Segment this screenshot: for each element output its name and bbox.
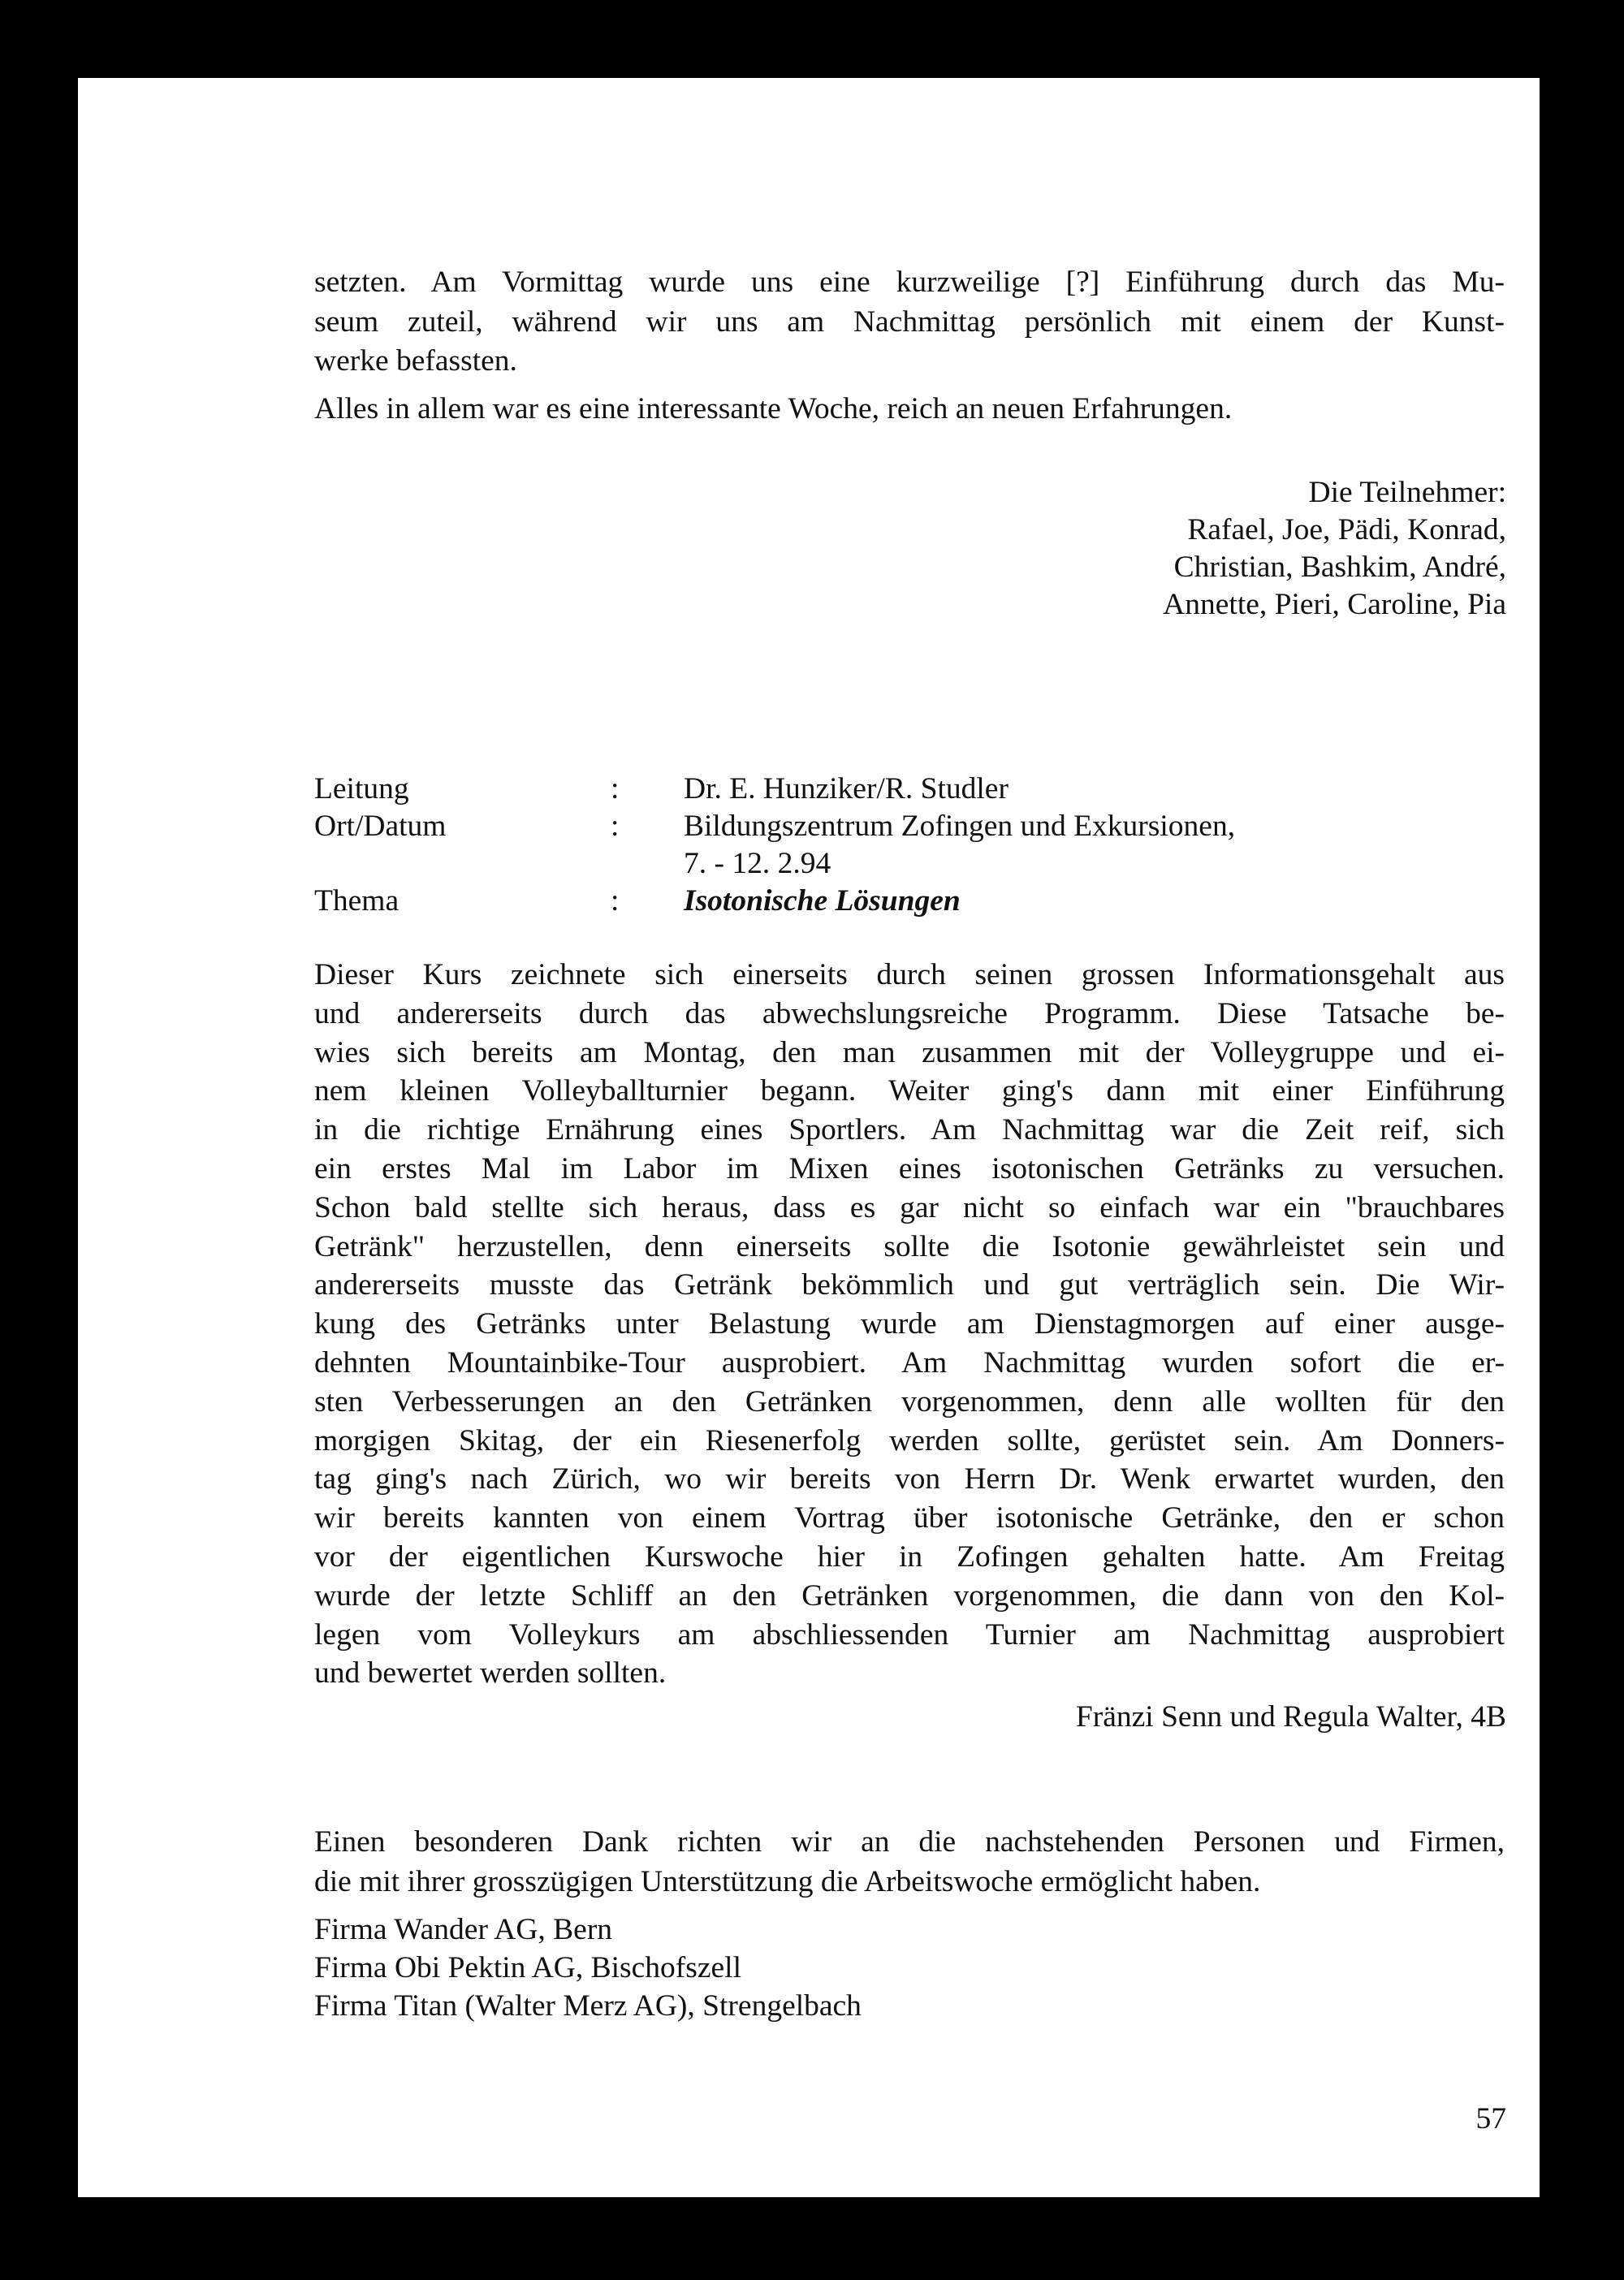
report-paragraph: [314, 956, 1505, 1693]
document-page: [78, 78, 1540, 2197]
report-line: kung des Getränks unter Belastung wurde am Dienstagmorgen auf einer ausge-: [314, 1307, 1505, 1341]
report-line: tag ging's nach Zürich, wo wir bereits von Herrn Dr. Wenk erwartet wurden, den: [314, 1462, 1505, 1496]
meta-row-datum: [314, 845, 1532, 883]
report-line: wurde der letzte Schliff an den Getränken vorgenommen, die dann von den Kol-: [314, 1578, 1505, 1613]
report-line: und bewertet werden sollten.: [314, 1656, 667, 1691]
report-line: wies sich bereits am Montag, den man zusammen mit der Volleygruppe und ei-: [314, 1035, 1505, 1069]
thema-value: Isotonische Lösungen: [684, 884, 961, 918]
participants-line: Christian, Bashkim, André,: [1173, 551, 1506, 584]
sponsor-item: Firma Titan (Walter Merz AG), Strengelbach: [314, 1989, 862, 2023]
page-number: 57: [1475, 2102, 1506, 2135]
report-line: legen vom Volleykurs am abschliessenden Turnier am Nachmittag ausprobiert: [314, 1617, 1505, 1652]
summary-paragraph: [314, 390, 1505, 430]
meta-row-leitung: [314, 771, 1532, 808]
sponsor-list: [314, 1911, 1505, 2025]
report-line: nem kleinen Volleyballturnier begann. Weiter ging's dann mit einer Einführung: [314, 1074, 1505, 1108]
report-line: dehnten Mountainbike-Tour ausprobiert. Am Nachmittag wurden sofort die er-: [314, 1345, 1505, 1380]
report-line: Dieser Kurs zeichnete sich einerseits durch seinen grossen Informationsgehalt aus: [314, 958, 1505, 991]
leitung-value: Dr. E. Hunziker/R. Studler: [684, 772, 1009, 805]
report-line: vor der eigentlichen Kurswoche hier in Zofingen gehalten hatte. Am Freitag: [314, 1539, 1505, 1574]
report-line: wir bereits kannten von einem Vortrag über isotonische Getränke, den er schon: [314, 1501, 1505, 1535]
intro-line: setzten. Am Vormittag wurde uns eine kurzweilige [?] Einführung durch das Mu-: [314, 266, 1505, 299]
report-line: Getränk" herzustellen, denn einerseits sollte die Isotonie gewährleistet sein und: [314, 1229, 1505, 1263]
participants-line: Rafael, Joe, Pädi, Konrad,: [1187, 513, 1506, 546]
participants-block: [775, 474, 1506, 624]
report-line: in die richtige Ernährung eines Sportlers. Am Nachmittag war die Zeit reif, sich: [314, 1113, 1505, 1147]
thanks-line: Einen besonderen Dank richten wir an die nachstehenden Personen und Firmen,: [314, 1825, 1505, 1859]
ort-value-line1: Bildungszentrum Zofingen und Exkursionen,: [684, 810, 1236, 843]
thema-colon: :: [611, 884, 620, 918]
report-authors: [775, 1699, 1506, 1736]
report-line: morgigen Skitag, der ein Riesenerfolg werden sollte, gerüstet sein. Am Donners-: [314, 1423, 1505, 1457]
ort-label: Ort/Datum: [314, 810, 447, 843]
meta-row-ort: [314, 808, 1532, 845]
leitung-colon: :: [611, 772, 620, 805]
ort-value-line2: 7. - 12. 2.94: [684, 847, 831, 880]
report-line: andererseits musste das Getränk bekömmlich und gut verträglich sein. Die Wir-: [314, 1268, 1505, 1302]
report-line: und andererseits durch das abwechslungsreiche Programm. Diese Tatsache be-: [314, 996, 1505, 1030]
intro-line: werke befassten.: [314, 344, 517, 378]
intro-paragraph: [314, 263, 1505, 382]
report-line: ein erstes Mal im Labor im Mixen eines isotonischen Getränks zu versuchen.: [314, 1151, 1505, 1185]
report-line: sten Verbesserungen an den Getränken vorgenommen, denn alle wollten für den: [314, 1384, 1505, 1419]
thanks-paragraph: [314, 1823, 1505, 1902]
ort-colon: :: [611, 810, 620, 843]
summary-line: Alles in allem war es eine interessante Woche, reich an neuen Erfahrungen.: [314, 392, 1233, 425]
intro-line: seum zuteil, während wir uns am Nachmittag persönlich mit einem der Kunst-: [314, 304, 1505, 339]
thema-label: Thema: [314, 884, 400, 918]
meta-row-thema: [314, 883, 1532, 920]
thanks-line: die mit ihrer grosszügigen Unterstützung die Arbeitswoche ermöglicht haben.: [314, 1864, 1261, 1898]
participants-line: Annette, Pieri, Caroline, Pia: [1163, 588, 1506, 621]
authors-line: Fränzi Senn und Regula Walter, 4B: [1075, 1700, 1506, 1734]
sponsor-item: Firma Obi Pektin AG, Bischofszell: [314, 1951, 742, 1984]
participants-heading: Die Teilnehmer:: [1308, 476, 1506, 509]
report-line: Schon bald stellte sich heraus, dass es gar nicht so einfach war ein "brauchbares: [314, 1190, 1505, 1224]
leitung-label: Leitung: [314, 772, 409, 805]
sponsor-item: Firma Wander AG, Bern: [314, 1913, 613, 1946]
